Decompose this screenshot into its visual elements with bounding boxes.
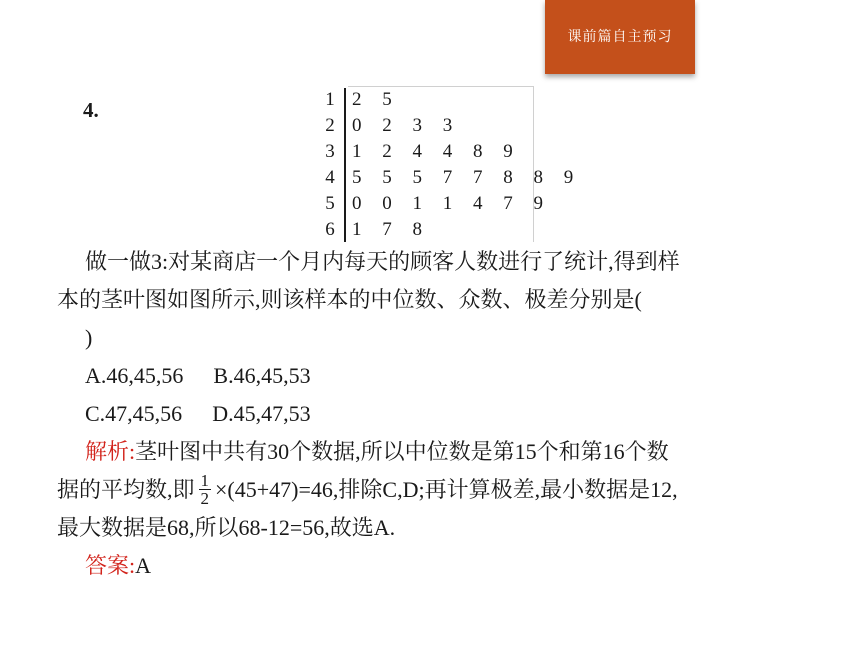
answer-line [85, 548, 860, 584]
stem-value: 4 [325, 167, 335, 188]
analysis-line-3: 最大数据是68,所以68-12=56,故选A. [57, 515, 396, 540]
question-number [83, 98, 99, 123]
option-c[interactable]: C.47,45,56 [85, 401, 183, 426]
option-d[interactable]: D.45,47,53 [212, 401, 311, 426]
leaf-values: 0 0 1 1 4 7 9 [352, 193, 551, 214]
analysis-line-1 [85, 434, 860, 470]
option-a[interactable]: A.46,45,56 [85, 363, 184, 388]
leaf-values: 1 7 8 [352, 219, 430, 240]
plot-border-top [348, 86, 534, 87]
section-tab[interactable] [545, 0, 695, 74]
analysis-text-1: 茎叶图中共有30个数据,所以中位数是第15个和第16个数 [135, 439, 669, 464]
options-row-1 [85, 358, 860, 394]
stem-value: 1 [325, 89, 335, 110]
prompt-line-3: ) [85, 325, 93, 350]
leaf-values: 2 5 [352, 89, 400, 110]
question-number-value: 4 [83, 98, 94, 122]
leaf-values: 1 2 4 4 8 9 [352, 141, 521, 162]
answer-value: A [135, 553, 152, 578]
stem-value: 6 [325, 219, 335, 240]
stem-divider-line [344, 88, 346, 242]
option-b[interactable]: B.46,45,53 [213, 363, 311, 388]
prompt-line-1: 做一做3:对某商店一个月内每天的顾客人数进行了统计,得到样 [85, 249, 680, 274]
leaf-values: 0 2 3 3 [352, 115, 461, 136]
plot-border-right [533, 86, 534, 242]
fraction-one-half [199, 472, 212, 507]
analysis-text-2-pre: 据的平均数,即 [57, 477, 195, 502]
analysis-line-2 [57, 472, 837, 509]
options-row-2 [85, 396, 860, 432]
fraction-numerator: 1 [200, 471, 210, 491]
stem-leaf-plot [318, 86, 582, 242]
analysis-text-2-post: ×(45+47)=46,排除C,D;再计算极差,最小数据是12, [215, 477, 678, 502]
stem-value: 5 [325, 193, 335, 214]
leaf-values: 5 5 5 7 7 8 8 9 [352, 167, 582, 188]
fraction-denominator: 2 [200, 489, 210, 509]
section-tab-label: 课前篇自主预习 [567, 29, 673, 45]
prompt-line-2: 本的茎叶图如图所示,则该样本的中位数、众数、极差分别是( [57, 287, 642, 312]
stem-value: 3 [325, 141, 335, 162]
analysis-label: 解析: [85, 439, 136, 464]
stem-value: 2 [325, 115, 335, 136]
answer-label: 答案: [85, 553, 136, 578]
question-number-suffix: . [93, 98, 99, 122]
